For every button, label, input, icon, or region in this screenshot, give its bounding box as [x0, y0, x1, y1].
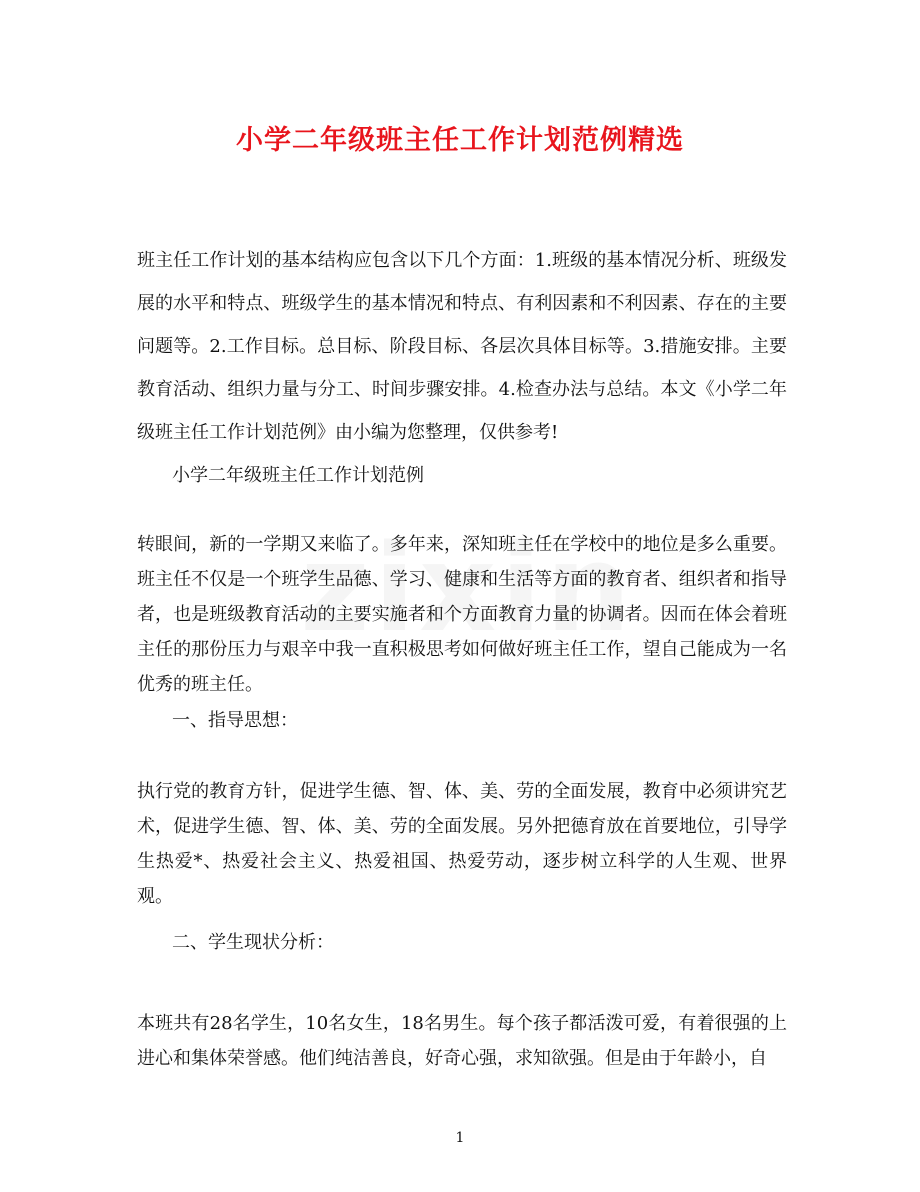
heading-guiding-ideology: 一、指导思想：	[172, 710, 298, 731]
paragraph-1: 转眼间，新的一学期又来临了。多年来，深知班主任在学校中的地位是多么重要。班主任不仅是一个班学生品德、学习、健康和生活等方面的教育者、组织者和指导者，也是班级教育活动的主要实施者和个方面教育力量的协调者。因而在体会着班主任的那份压力与艰辛中我一直积极思考如何做好班主任工作，望自己能成为一名优秀的班主任。	[137, 534, 787, 695]
intro-paragraph: 班主任工作计划的基本结构应包含以下几个方面：1.班级的基本情况分析、班级发展的水平和特点、班级学生的基本情况和特点、有利因素和不利因素、存在的主要问题等。2.工作目标。总目标、阶段目标、各层次具体目标等。3.措施安排。主要教育活动、组织力量与分工、时间步骤安排。4.检查办法与总结。本文《小学二年级班主任工作计划范例》由小编为您整理，仅供参考!	[137, 250, 787, 443]
document-title: 小学二年级班主任工作计划范例精选	[236, 125, 684, 156]
page-number: 1	[455, 1130, 465, 1146]
subtitle: 小学二年级班主任工作计划范例	[172, 465, 424, 486]
heading-student-analysis: 二、学生现状分析：	[172, 932, 334, 953]
paragraph-2: 执行党的教育方针，促进学生德、智、体、美、劳的全面发展，教育中必须讲究艺术，促进学生德、智、体、美、劳的全面发展。另外把德育放在首要地位，引导学生热爱*、热爱社会主义、热爱祖国、热爱劳动，逐步树立科学的人生观、世界观。	[137, 781, 787, 907]
paragraph-3: 本班共有28名学生，10名女生，18名男生。每个孩子都活泼可爱，有着很强的上进心和集体荣誉感。他们纯洁善良，好奇心强，求知欲强。但是由于年龄小，自	[137, 1013, 787, 1069]
